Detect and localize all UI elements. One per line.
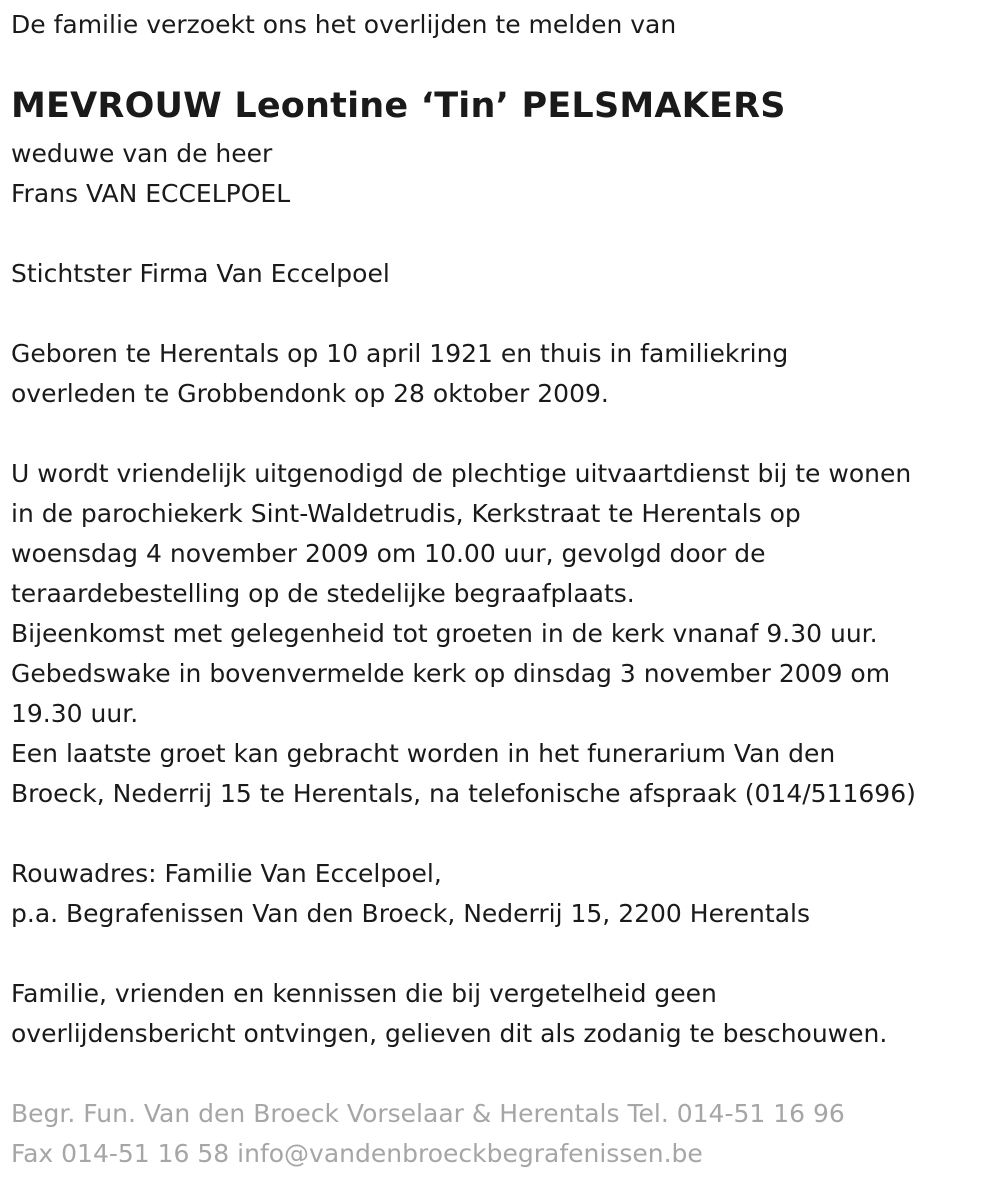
birth-death-line: overleden te Grobbendonk op 28 oktober 2009. xyxy=(11,379,609,408)
service-line: Gebedswake in bovenvermelde kerk op dinsdag 3 november 2009 om xyxy=(11,659,891,688)
intro-text: De familie verzoekt ons het overlijden te melden van xyxy=(11,10,677,39)
address-line: p.a. Begrafenissen Van den Broeck, Nederrij 15, 2200 Herentals xyxy=(11,899,810,928)
service-line: Broeck, Nederrij 15 te Herentals, na telefonische afspraak (014/511696) xyxy=(11,779,916,808)
service-line: in de parochiekerk Sint-Waldetrudis, Kerkstraat te Herentals op xyxy=(11,499,801,528)
notice-line: Familie, vrienden en kennissen die bij vergetelheid geen xyxy=(11,979,717,1008)
role-text: Stichtster Firma Van Eccelpoel xyxy=(11,259,390,288)
service-line: Een laatste groet kan gebracht worden in het funerarium Van den xyxy=(11,739,836,768)
deceased-name: MEVROUW Leontine ‘Tin’ PELSMAKERS xyxy=(11,86,786,126)
service-line: U wordt vriendelijk uitgenodigd de plechtige uitvaartdienst bij te wonen xyxy=(11,459,912,488)
service-line: 19.30 uur. xyxy=(11,699,139,728)
footer-line: Fax 014-51 16 58 info@vandenbroeckbegrafenissen.be xyxy=(11,1139,703,1168)
notice-line: overlijdensbericht ontvingen, gelieven dit als zodanig te beschouwen. xyxy=(11,1019,888,1048)
address-line: Rouwadres: Familie Van Eccelpoel, xyxy=(11,859,442,888)
service-line: teraardebestelling op de stedelijke begraafplaats. xyxy=(11,579,635,608)
birth-death-line: Geboren te Herentals op 10 april 1921 en thuis in familiekring xyxy=(11,339,789,368)
relation-text: weduwe van de heer xyxy=(11,139,273,168)
footer-line: Begr. Fun. Van den Broeck Vorselaar & Herentals Tel. 014-51 16 96 xyxy=(11,1099,845,1128)
spouse-name: Frans VAN ECCELPOEL xyxy=(11,179,291,208)
service-line: Bijeenkomst met gelegenheid tot groeten in de kerk vnanaf 9.30 uur. xyxy=(11,619,878,648)
service-line: woensdag 4 november 2009 om 10.00 uur, gevolgd door de xyxy=(11,539,766,568)
